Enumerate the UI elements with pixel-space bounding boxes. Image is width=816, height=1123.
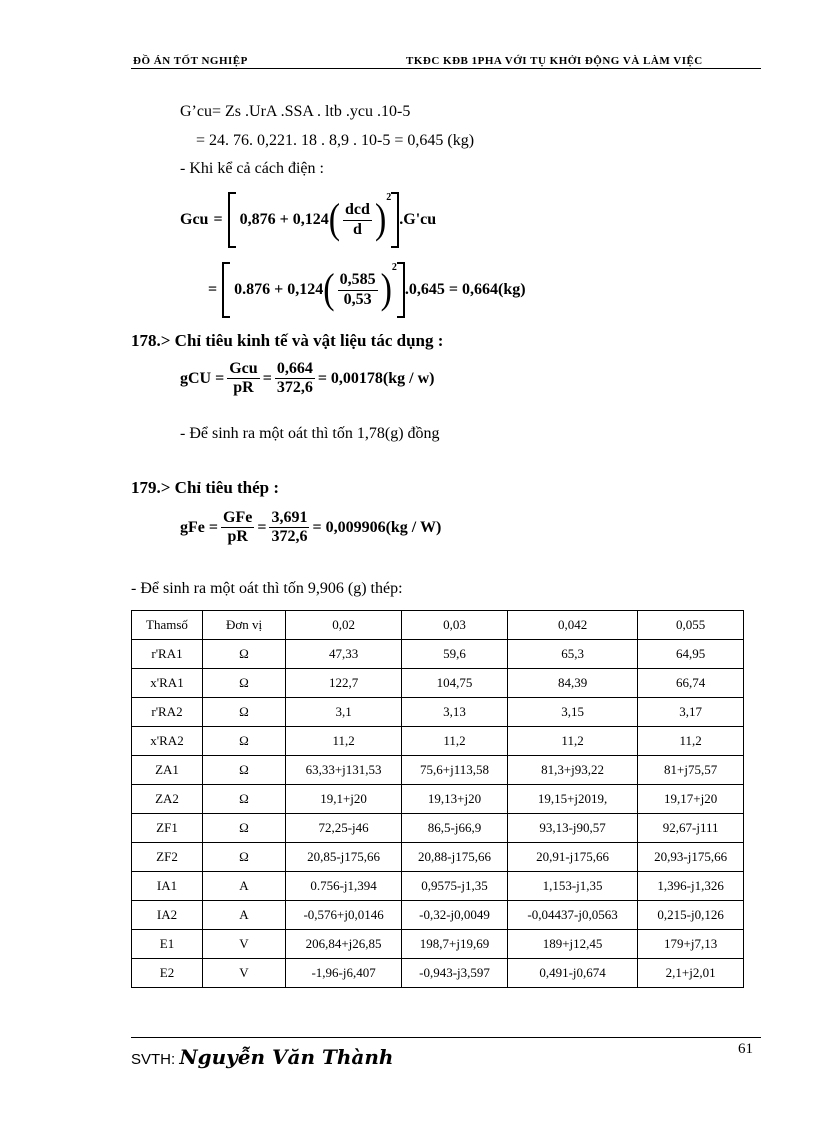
value-cell: 19,15+j2019, (507, 785, 637, 814)
value-cell: 2,1+j2,01 (638, 959, 744, 988)
formula-gcu-values-const: 0.876 + 0,124 (234, 281, 324, 298)
value-cell: 0.756-j1,394 (286, 872, 402, 901)
formula-gcu-power: 2 (386, 192, 392, 203)
page-number: 61 (738, 1041, 753, 1057)
formula-gcu-index-num2: 0,664 (275, 360, 315, 379)
left-paren: ( (328, 196, 341, 243)
formula-gcu-values-num: 0,585 (338, 271, 378, 290)
formula-gcu: Gcu = 0,876 + 0,124 ( $\frac{\text{dcd}}{d}$ ) $^2$ .G'cu (180, 192, 436, 248)
footer-rule (131, 1037, 761, 1038)
parameter-name-cell: ZF2 (132, 843, 203, 872)
formula-gcu-values-power: 2 (391, 262, 397, 273)
table-body (132, 640, 744, 988)
parameter-name-cell: x'RA2 (132, 727, 203, 756)
formula-gfe-index: gFe = $\frac{\text{GFe}}{pR}$ = $\frac{3,691}{372,6}$ = 0,009906(kg / W) (180, 509, 442, 546)
value-cell: 19,17+j20 (638, 785, 744, 814)
table-row (132, 843, 744, 872)
formula-gfe-index-result: = 0,009906(kg / W) (312, 518, 442, 536)
left-paren: ( (323, 266, 335, 313)
value-cell: -0,32-j0,0049 (402, 901, 508, 930)
value-cell: 0,491-j0,674 (507, 959, 637, 988)
value-cell: 20,93-j175,66 (638, 843, 744, 872)
unit-cell: Ω (203, 727, 286, 756)
value-cell: 11,2 (507, 727, 637, 756)
formula-gcu-values-tail: .0,645 = 0,664(kg) (404, 281, 526, 298)
table-row (132, 785, 744, 814)
table-header-cell: 0,055 (638, 611, 744, 640)
header-right: TKĐC KĐB 1PHA VỚI TỤ KHỞI ĐỘNG VÀ LÀM VIỆC (406, 55, 703, 67)
note-insulation: - Khi kể cả cách điện : (180, 160, 324, 177)
value-cell: 20,88-j175,66 (402, 843, 508, 872)
unit-cell: Ω (203, 640, 286, 669)
parameter-table (131, 610, 744, 988)
parameter-name-cell: IA2 (132, 901, 203, 930)
formula-gcu-index-result: = 0,00178(kg / w) (317, 369, 435, 387)
value-cell: 86,5-j66,9 (402, 814, 508, 843)
unit-cell: Ω (203, 669, 286, 698)
formula-gcu-num: dcd (343, 201, 372, 220)
value-cell: 3,17 (638, 698, 744, 727)
table-row (132, 727, 744, 756)
right-bracket (397, 262, 405, 318)
right-paren: ) (380, 266, 392, 313)
value-cell: -0,576+j0,0146 (286, 901, 402, 930)
formula-gcu-index-den2: 372,6 (276, 379, 313, 397)
value-cell: -0,943-j3,597 (402, 959, 508, 988)
formula-gcu-prime: G’cu= Zs .UrA .SSA . ltb .ycu .10-5 (180, 103, 411, 120)
formula-gcu-prime-value: = 24. 76. 0,221. 18 . 8,9 . 10-5 = 0,645 (kg) (196, 132, 475, 149)
value-cell: -1,96-j6,407 (286, 959, 402, 988)
value-cell: 1,396-j1,326 (638, 872, 744, 901)
value-cell: 104,75 (402, 669, 508, 698)
right-paren: ) (374, 196, 387, 243)
value-cell: 11,2 (286, 727, 402, 756)
parameter-name-cell: E2 (132, 959, 203, 988)
table-header-cell: 0,03 (402, 611, 508, 640)
table-row (132, 669, 744, 698)
left-bracket (222, 262, 230, 318)
value-cell: 75,6+j113,58 (402, 756, 508, 785)
unit-cell: Ω (203, 698, 286, 727)
header-left: ĐỒ ÁN TỐT NGHIỆP (133, 55, 248, 67)
value-cell: 65,3 (507, 640, 637, 669)
value-cell: 63,33+j131,53 (286, 756, 402, 785)
parameter-name-cell: r'RA2 (132, 698, 203, 727)
formula-gcu-index-den1: pR (233, 379, 254, 397)
value-cell: 19,13+j20 (402, 785, 508, 814)
value-cell: 0,9575-j1,35 (402, 872, 508, 901)
value-cell: 59,6 (402, 640, 508, 669)
value-cell: 3,15 (507, 698, 637, 727)
value-cell: 1,153-j1,35 (507, 872, 637, 901)
footer-student (131, 1045, 393, 1069)
parameter-name-cell: r'RA1 (132, 640, 203, 669)
value-cell: 93,13-j90,57 (507, 814, 637, 843)
svth-label: SVTH: (131, 1051, 176, 1068)
table-header-cell: Thamsố (132, 611, 203, 640)
value-cell: 20,85-j175,66 (286, 843, 402, 872)
value-cell: 64,95 (638, 640, 744, 669)
table-header-row (132, 611, 744, 640)
section-179-title: 179.> Chỉ tiêu thép : (131, 478, 280, 497)
formula-gcu-index: gCU = $\frac{\text{Gcu}}{pR}$ = $\frac{0,664}{372,6}$ = 0,00178(kg / w) (180, 360, 435, 397)
value-cell: 19,1+j20 (286, 785, 402, 814)
formula-gfe-index-den1: pR (227, 528, 248, 546)
table-row (132, 640, 744, 669)
table-row (132, 872, 744, 901)
value-cell: 20,91-j175,66 (507, 843, 637, 872)
table-header-cell: 0,02 (286, 611, 402, 640)
parameter-name-cell: ZA1 (132, 756, 203, 785)
table-row (132, 698, 744, 727)
table-header-cell: Đơn vị (203, 611, 286, 640)
value-cell: 206,84+j26,85 (286, 930, 402, 959)
section-178-note: - Để sinh ra một oát thì tốn 1,78(g) đồng (180, 425, 440, 442)
unit-cell: Ω (203, 814, 286, 843)
value-cell: 189+j12,45 (507, 930, 637, 959)
value-cell: 81,3+j93,22 (507, 756, 637, 785)
formula-gcu-index-num1: Gcu (227, 360, 259, 379)
value-cell: 122,7 (286, 669, 402, 698)
value-cell: 3,13 (402, 698, 508, 727)
unit-cell: V (203, 930, 286, 959)
value-cell: 179+j7,13 (638, 930, 744, 959)
value-cell: 11,2 (402, 727, 508, 756)
formula-gfe-index-num1: GFe (221, 509, 254, 528)
parameter-name-cell: ZA2 (132, 785, 203, 814)
formula-gfe-index-num2: 3,691 (269, 509, 309, 528)
value-cell: 0,215-j0,126 (638, 901, 744, 930)
value-cell: -0,04437-j0,0563 (507, 901, 637, 930)
formula-gcu-index-lhs: gCU = (180, 369, 225, 387)
formula-gcu-values-den: 0,53 (343, 290, 372, 308)
parameter-name-cell: x'RA1 (132, 669, 203, 698)
value-cell: 11,2 (638, 727, 744, 756)
unit-cell: A (203, 901, 286, 930)
formula-gcu-tail: .G'cu (399, 211, 437, 228)
parameter-name-cell: ZF1 (132, 814, 203, 843)
formula-gcu-values: = 0.876 + 0,124 ( $\frac{0,585}{0,53}$ ) $^2$ .0,645 = 0,664(kg) (208, 262, 526, 318)
student-signature: Nguyễn Văn Thành (179, 1045, 394, 1069)
formula-gcu-lhs: Gcu (180, 211, 209, 228)
table-row (132, 756, 744, 785)
section-179-note: - Để sinh ra một oát thì tốn 9,906 (g) thép: (131, 580, 403, 597)
value-cell: 66,74 (638, 669, 744, 698)
value-cell: 198,7+j19,69 (402, 930, 508, 959)
table-header-cell: 0,042 (507, 611, 637, 640)
formula-gcu-const: 0,876 + 0,124 (239, 211, 329, 228)
unit-cell: Ω (203, 756, 286, 785)
section-178-title: 178.> Chỉ tiêu kinh tế và vật liệu tác dụng : (131, 331, 444, 350)
formula-gcu-den: d (353, 220, 362, 238)
formula-gfe-index-lhs: gFe = (180, 518, 218, 536)
unit-cell: V (203, 959, 286, 988)
unit-cell: Ω (203, 843, 286, 872)
table-row (132, 901, 744, 930)
value-cell: 84,39 (507, 669, 637, 698)
parameter-name-cell: IA1 (132, 872, 203, 901)
table-row (132, 959, 744, 988)
left-bracket (228, 192, 236, 248)
right-bracket (391, 192, 399, 248)
value-cell: 81+j75,57 (638, 756, 744, 785)
unit-cell: A (203, 872, 286, 901)
table-row (132, 930, 744, 959)
unit-cell: Ω (203, 785, 286, 814)
formula-gfe-index-den2: 372,6 (271, 528, 308, 546)
value-cell: 47,33 (286, 640, 402, 669)
parameter-name-cell: E1 (132, 930, 203, 959)
value-cell: 92,67-j111 (638, 814, 744, 843)
value-cell: 3,1 (286, 698, 402, 727)
header-rule (131, 68, 761, 69)
value-cell: 72,25-j46 (286, 814, 402, 843)
table-row (132, 814, 744, 843)
